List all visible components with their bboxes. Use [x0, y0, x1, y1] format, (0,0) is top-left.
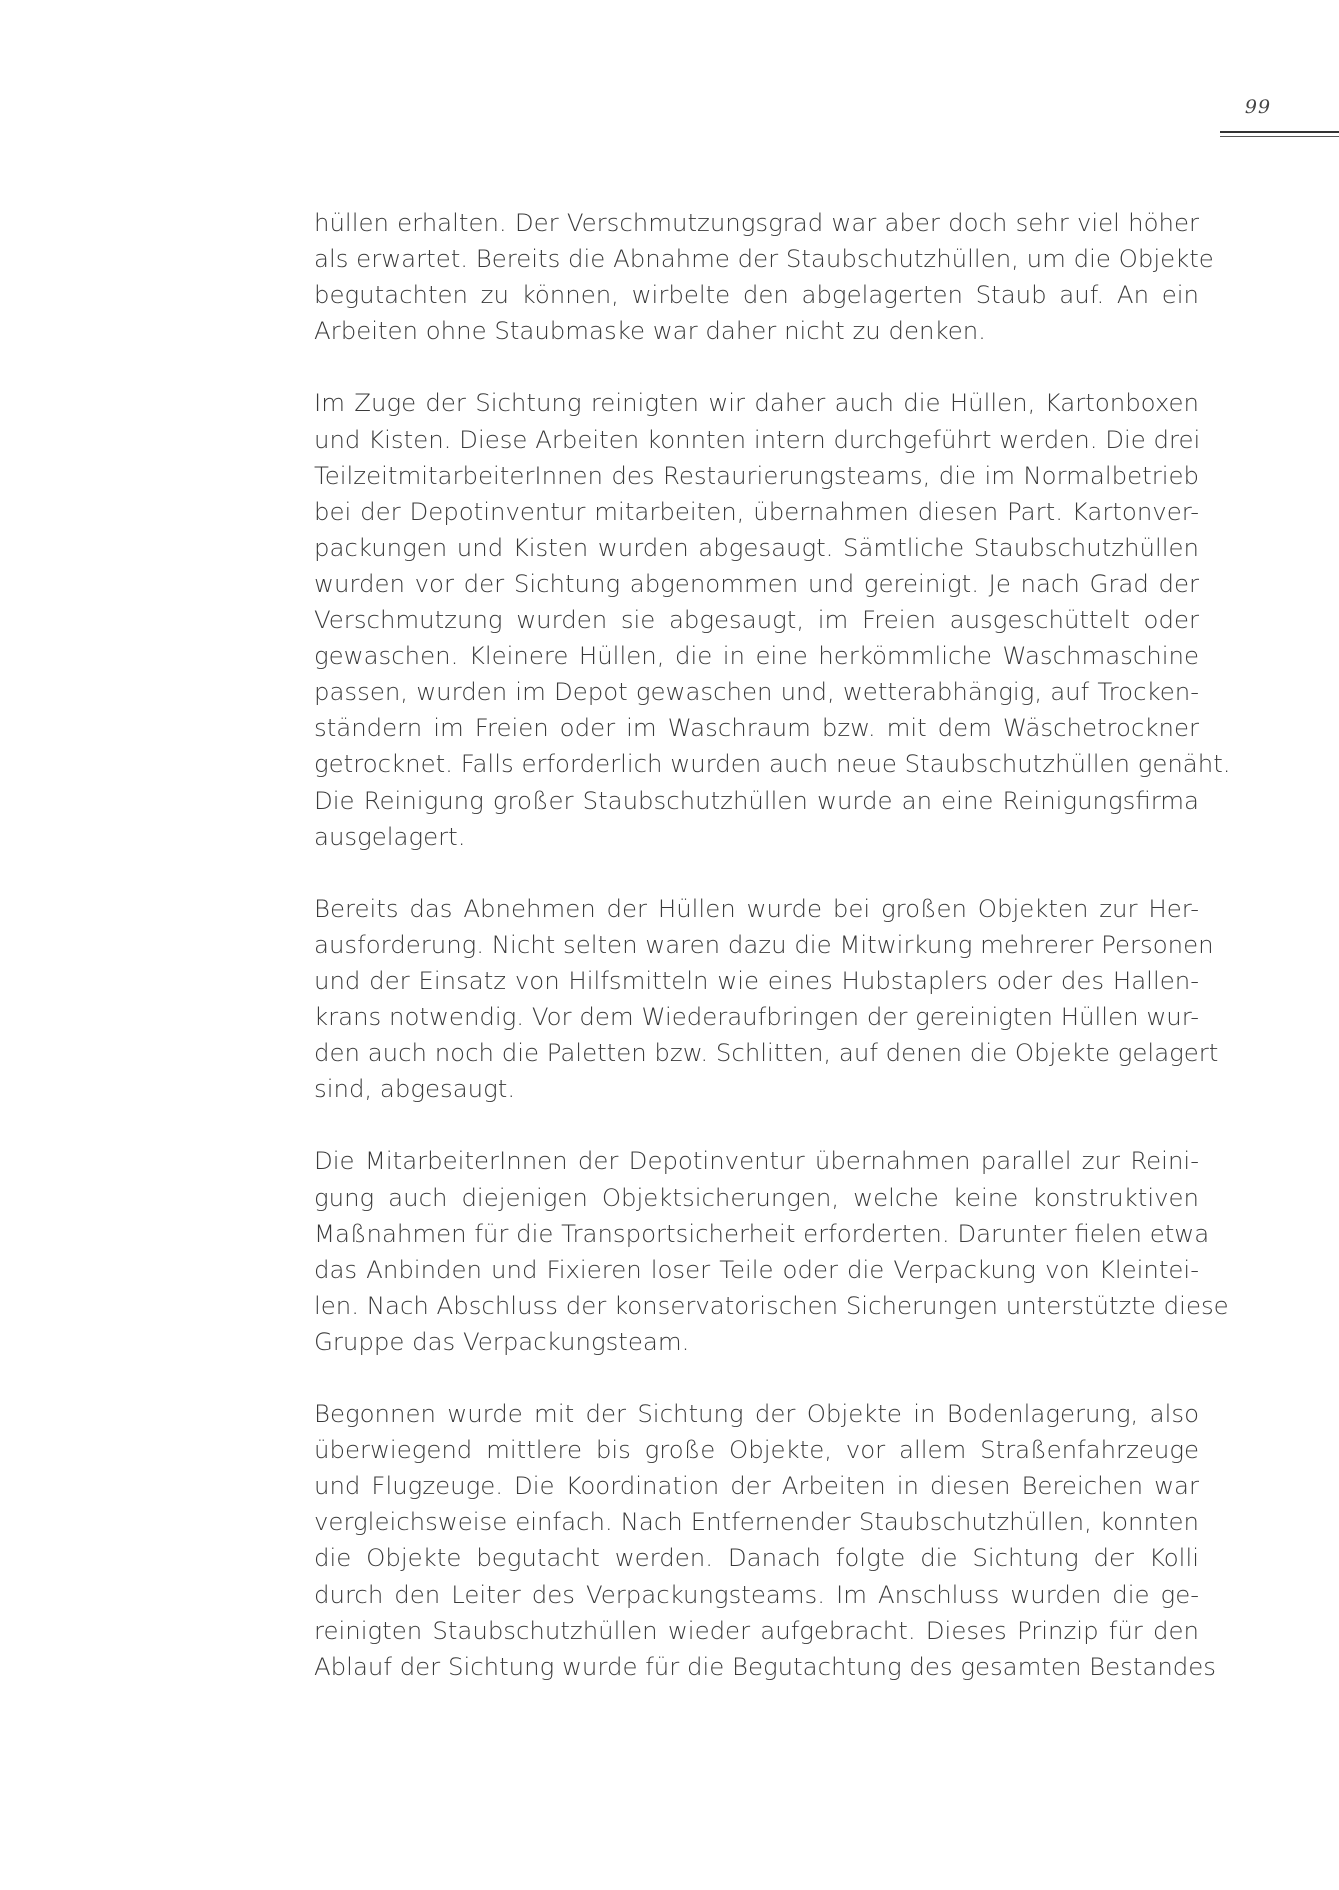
- paragraph: [314, 385, 1231, 854]
- text-line: bei der Depotinventur mitarbeiten, übernahmen diesen Part. Kartonver-: [314, 496, 1199, 526]
- text-line: Die MitarbeiterInnen der Depotinventur übernahmen parallel zur Reini-: [314, 1146, 1199, 1176]
- text-line: den auch noch die Paletten bzw. Schlitten, auf denen die Objekte gelagert: [314, 1038, 1219, 1068]
- text-line: krans notwendig. Vor dem Wiederaufbringen der gereinigten Hüllen wur-: [314, 1002, 1199, 1032]
- text-line: wurden vor der Sichtung abgenommen und gereinigt. Je nach Grad der: [314, 568, 1199, 598]
- text-line: ausgelagert.: [314, 821, 466, 851]
- paragraph: [314, 205, 1214, 349]
- text-line: Ablauf der Sichtung wurde für die Begutachtung des gesamten Bestandes: [314, 1651, 1217, 1681]
- text-line: getrocknet. Falls erforderlich wurden auch neue Staubschutzhüllen genäht.: [314, 749, 1231, 779]
- text-line: durch den Leiter des Verpackungsteams. Im Anschluss wurden die ge-: [314, 1579, 1199, 1609]
- header-rule-thick: [1220, 131, 1339, 133]
- text-line: das Anbinden und Fixieren loser Teile oder die Verpackung von Kleintei-: [314, 1254, 1199, 1284]
- text-line: die Objekte begutacht werden. Danach folgte die Sichtung der Kolli: [314, 1543, 1199, 1573]
- text-line: len. Nach Abschluss der konservatorischen Sicherungen unterstützte diese: [314, 1290, 1229, 1320]
- paragraph: [314, 891, 1219, 1108]
- page-number: 99: [1244, 96, 1272, 118]
- header-rule-thin: [1220, 136, 1339, 137]
- text-line: Gruppe das Verpackungsteam.: [314, 1326, 690, 1356]
- text-line: Begonnen wurde mit der Sichtung der Objekte in Bodenlagerung, also: [314, 1399, 1199, 1429]
- text-line: sind, abgesaugt.: [314, 1074, 516, 1104]
- text-line: und Flugzeuge. Die Koordination der Arbeiten in diesen Bereichen war: [314, 1471, 1199, 1501]
- text-line: begutachten zu können, wirbelte den abgelagerten Staub auf. An ein: [314, 280, 1199, 310]
- paragraph-gap: [314, 1360, 1199, 1396]
- text-line: ausforderung. Nicht selten waren dazu die Mitwirkung mehrerer Personen: [314, 929, 1214, 959]
- text-line: Maßnahmen für die Transportsicherheit erforderten. Darunter fielen etwa: [314, 1218, 1210, 1248]
- paragraph-gap: [314, 855, 1199, 891]
- text-line: Bereits das Abnehmen der Hüllen wurde bei großen Objekten zur Her-: [314, 893, 1199, 923]
- text-line: reinigten Staubschutzhüllen wieder aufgebracht. Dieses Prinzip für den: [314, 1615, 1199, 1645]
- text-line: Im Zuge der Sichtung reinigten wir daher auch die Hüllen, Kartonboxen: [314, 388, 1199, 418]
- text-line: hüllen erhalten. Der Verschmutzungsgrad war aber doch sehr viel höher: [314, 208, 1199, 237]
- text-line: packungen und Kisten wurden abgesaugt. Sämtliche Staubschutzhüllen: [314, 532, 1199, 562]
- text-line: TeilzeitmitarbeiterInnen des Restaurierungsteams, die im Normalbetrieb: [314, 460, 1199, 490]
- text-line: gewaschen. Kleinere Hüllen, die in eine herkömmliche Waschmaschine: [314, 641, 1199, 671]
- paragraph: [314, 1396, 1217, 1685]
- text-line: überwiegend mittlere bis große Objekte, vor allem Straßenfahrzeuge: [314, 1435, 1199, 1465]
- text-line: und Kisten. Diese Arbeiten konnten intern durchgeführt werden. Die drei: [314, 424, 1201, 454]
- text-line: Die Reinigung großer Staubschutzhüllen wurde an eine Reinigungsfirma: [314, 785, 1199, 815]
- text-line: ständern im Freien oder im Waschraum bzw. mit dem Wäschetrockner: [314, 713, 1199, 743]
- paragraph: [314, 1143, 1229, 1360]
- body-text: [314, 205, 1231, 1685]
- text-line: vergleichsweise einfach. Nach Entfernender Staubschutzhüllen, konnten: [314, 1507, 1199, 1537]
- paragraph-gap: [314, 349, 1199, 385]
- text-line: Arbeiten ohne Staubmaske war daher nicht zu denken.: [314, 316, 986, 346]
- paragraph-gap: [314, 1107, 1199, 1143]
- text-line: als erwartet. Bereits die Abnahme der Staubschutzhüllen, um die Objekte: [314, 244, 1214, 274]
- text-line: und der Einsatz von Hilfsmitteln wie eines Hubstaplers oder des Hallen-: [314, 965, 1199, 995]
- text-line: Verschmutzung wurden sie abgesaugt, im Freien ausgeschüttelt oder: [314, 605, 1199, 635]
- text-line: passen, wurden im Depot gewaschen und, wetterabhängig, auf Trocken-: [314, 677, 1199, 707]
- text-line: gung auch diejenigen Objektsicherungen, welche keine konstruktiven: [314, 1182, 1199, 1212]
